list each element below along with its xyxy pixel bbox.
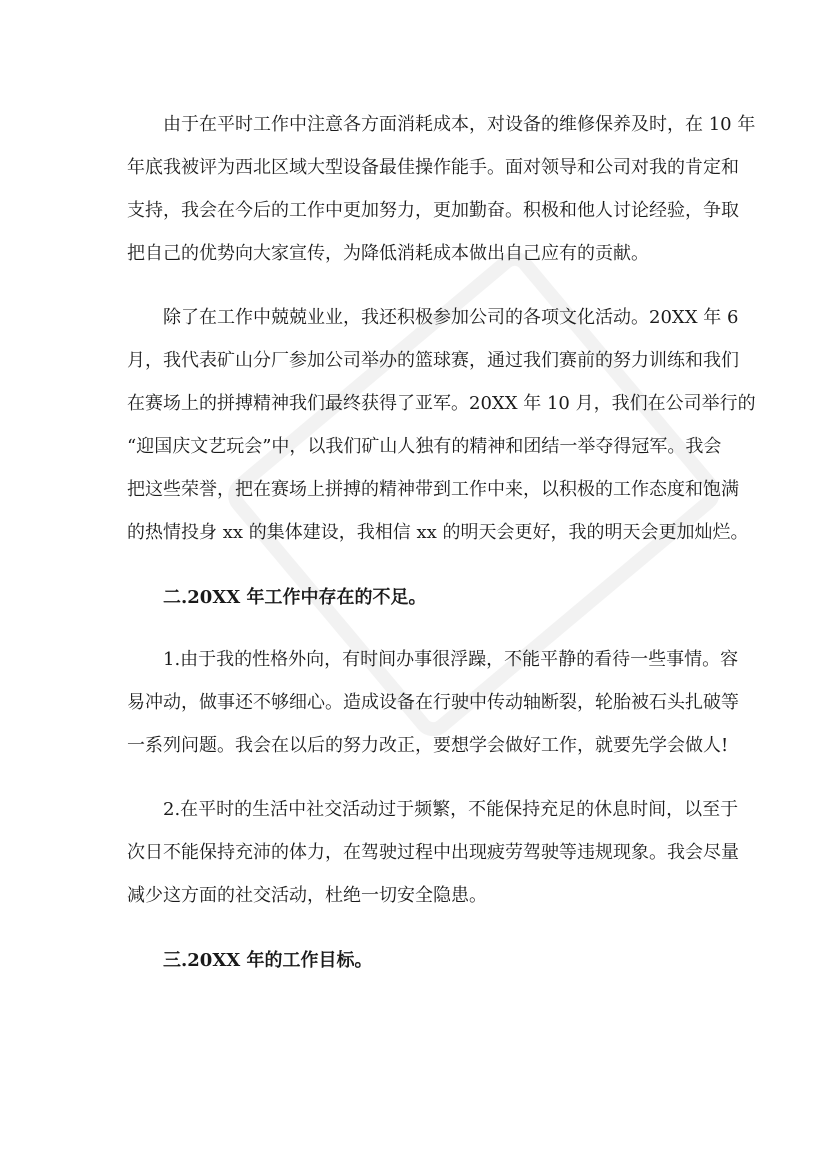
paragraph-line: 一系列问题。我会在以后的努力改正，要想学会做好工作，就要先学会做人! [127, 735, 729, 756]
paragraph-line: 支持，我会在今后的工作中更加努力，更加勤奋。积极和他人讨论经验，争取 [127, 200, 739, 221]
paragraph-line: 易冲动，做事还不够细心。造成设备在行驶中传动轴断裂，轮胎被石头扎破等 [127, 692, 739, 713]
section-heading: 三.20XX 年的工作目标。 [163, 950, 373, 971]
paragraph-line: 1.由于我的性格外向，有时间办事很浮躁，不能平静的看待一些事情。容 [163, 649, 739, 670]
paragraph-line: 由于在平时工作中注意各方面消耗成本，对设备的维修保养及时，在 10 年 [163, 114, 756, 135]
paragraph-line: 的热情投身 xx 的集体建设，我相信 xx 的明天会更好，我的明天会更加灿烂。 [127, 522, 749, 543]
paragraph-line: 减少这方面的社交活动，杜绝一切安全隐患。 [127, 885, 487, 906]
paragraph-line: 除了在工作中兢兢业业，我还积极参加公司的各项文化活动。20XX 年 6 [163, 307, 739, 328]
paragraph-line: 年底我被评为西北区域大型设备最佳操作能手。面对领导和公司对我的肯定和 [127, 157, 739, 178]
paragraph-line: 2.在平时的生活中社交活动过于频繁，不能保持充足的休息时间，以至于 [163, 799, 739, 820]
section-heading: 二.20XX 年工作中存在的不足。 [163, 587, 427, 608]
paragraph-line: “迎国庆文艺玩会”中，以我们矿山人独有的精神和团结一举夺得冠军。我会 [127, 436, 722, 457]
paragraph-line: 在赛场上的拼搏精神我们最终获得了亚军。20XX 年 10 月，我们在公司举行的 [127, 393, 756, 414]
paragraph-line: 月，我代表矿山分厂参加公司举办的篮球赛，通过我们赛前的努力训练和我们 [127, 350, 739, 371]
paragraph-line: 次日不能保持充沛的体力，在驾驶过程中出现疲劳驾驶等违规现象。我会尽量 [127, 842, 739, 863]
paragraph-line: 把自己的优势向大家宣传，为降低消耗成本做出自己应有的贡献。 [127, 243, 649, 264]
paragraph-line: 把这些荣誉，把在赛场上拼搏的精神带到工作中来，以积极的工作态度和饱满 [127, 479, 739, 500]
